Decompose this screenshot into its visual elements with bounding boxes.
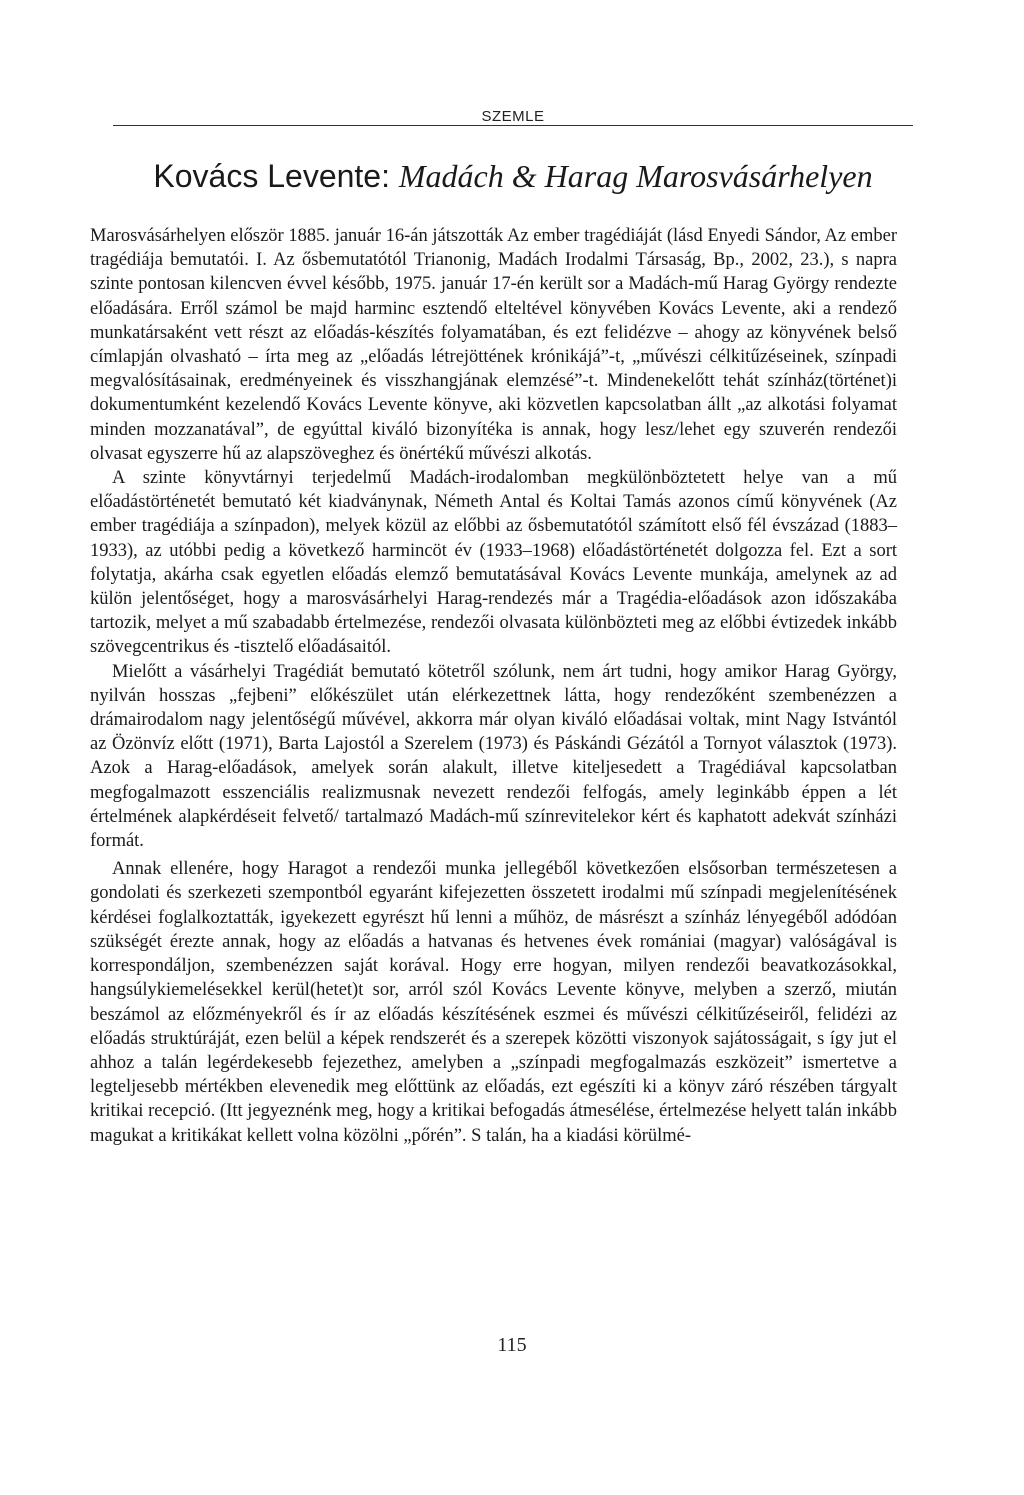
title-author: Kovács Levente:	[153, 158, 399, 194]
title-book: Madách & Harag Marosvásárhelyen	[398, 158, 873, 194]
paragraph-4: Annak ellenére, hogy Haragot a rendezői munka jellegéből következően elsősorban természetesen a gondolati és szerkezeti szempontból egyaránt kifejezetten összetett irodalmi mű színpadi megjelenítésének kérdései foglalkoztatták, igyekezett egyrészt hű lenni a műhöz, de másrészt a színház lényegéből adódóan szükségét érezte annak, hogy az előadás a hatvanas és hetvenes évek romániai (magyar) valóságával is korrespondáljon, szembenézzen saját korával. Hogy erre hogyan, milyen rendezői beavatkozásokkal, hangsúlykiemelésekkel kerül(hetet)t sor, arról szól Kovács Levente könyve, melyben a szerző, miután beszámol az előzményekről és ír az előadás készítésének eszmei és művészi célkitűzéseiről, felidézi az előadás struktúráját, ezen belül a képek rendszerét és a szerepek közötti viszonyok sajátosságait, s így jut el ahhoz a talán legérdekesebb fejezethez, amelyben a „színpadi megfogalmazás eszközeit” ismertetve a legteljesebb mértékben elevenedik meg előttünk az előadás, ezt egészíti ki a könyv záró részében tárgyalt kritikai recepció. (Itt jegyeznénk meg, hogy a kritikai befogadás átmesélése, értelmezése helyett talán inkább magukat a kritikákat kellett volna közölni „pőrén”. S talán, ha a kiadási körülmé-	[90, 859, 897, 1146]
article-body	[90, 224, 897, 1148]
article-title	[113, 158, 913, 195]
paragraph-1: Marosvásárhelyen először 1885. január 16-án játszották Az ember tragédiáját (lásd Enyedi Sándor, Az ember tragédiája bemutatói. I. Az ősbemutatótól Trianonig, Madách Irodalmi Társaság, Bp., 2002, 23.), s napra szinte pontosan kilencven évvel később, 1975. január 17-én került sor a Madách-mű Harag György rendezte előadására. Erről számol be majd harminc esztendő elteltével könyvében Kovács Levente, aki a rendező munkatársaként vett részt az előadás-készítés folyamatában, és ezt felidézve – ahogy az könyvének belső címlapján olvasható – írta meg az „előadás létrejöttének krónikájá”-t, „művészi célkitűzéseinek, színpadi megvalósításainak, eredményeinek és visszhangjának elemzésé”-t. Mindenekelőtt tehát színház(történet)i dokumentumként kezelendő Kovács Levente könyve, aki közvetlen kapcsolatban állt „az alkotási folyamat minden mozzanatával”, de egyúttal kiváló bizonyítéka is annak, hogy lesz/lehet egy szuverén rendezői olvasat egyszerre hű az alapszöveghez és önértékű művészi alkotás.	[90, 226, 897, 464]
running-header	[113, 108, 913, 126]
section-label: SZEMLE	[481, 108, 545, 125]
page-number: 115	[497, 1334, 527, 1356]
paragraph-2: A szinte könyvtárnyi terjedelmű Madách-irodalomban megkülönböztetett helye van a mű előadástörténetét bemutató két kiadványnak, Németh Antal és Koltai Tamás azonos című könyvének (Az ember tragédiája a színpadon), melyek közül az előbbi az ősbemutatótól számított első fél évszázad (1883–1933), az utóbbi pedig a következő harmincöt év (1933–1968) előadástörténetét dolgozza fel. Ezt a sort folytatja, akárha csak egyetlen előadás elemző bemutatásával Kovács Levente munkája, amelynek az ad külön jelentőséget, hogy a marosvásárhelyi Harag-rendezés már a Tragédia-előadások azon időszakába tartozik, melyet a mű szabadabb értelmezése, rendezői olvasata különbözteti meg az előbbi évtizedek inkább szövegcentrikus és -tisztelő előadásaitól.	[90, 468, 897, 658]
paragraph-3: Mielőtt a vásárhelyi Tragédiát bemutató kötetről szólunk, nem árt tudni, hogy amikor Harag György, nyilván hosszas „fejbeni” előkészület után elérkezettnek látta, hogy rendezőként szembenézzen a drámairodalom nagy jelentőségű művével, akkorra már olyan kiváló előadásai voltak, mint Nagy Istvántól az Özönvíz előtt (1971), Barta Lajostól a Szerelem (1973) és Páskándi Gézától a Tornyot választok (1973). Azok a Harag-előadások, amelyek során alakult, illetve kiteljesedett a Tragédiával kapcsolatban megfogalmazott esszenciális realizmusnak nevezett rendezői felfogás, amely leginkább éppen a lét értelmének alapkérdéseit felvető/ tartalmazó Madách-mű színrevitelekor kért és kaphatott adekvát színházi formát.	[90, 661, 897, 852]
